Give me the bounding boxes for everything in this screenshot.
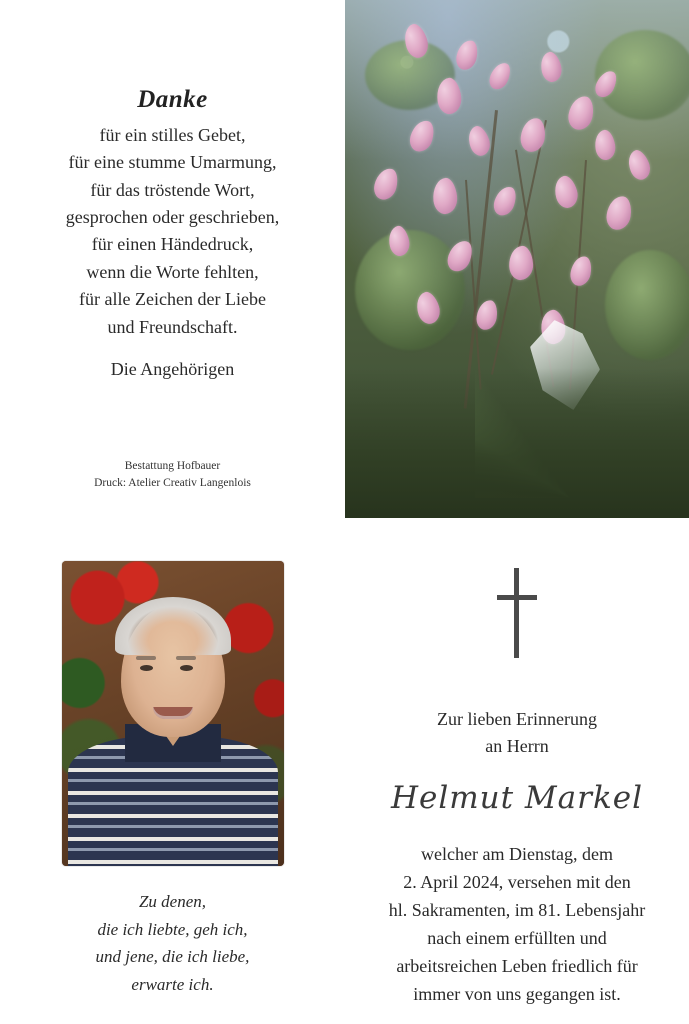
portrait-eye xyxy=(180,665,193,671)
imprint-printer: Druck: Atelier Creativ Langenlois xyxy=(94,477,251,490)
photo-ground xyxy=(345,368,689,518)
portrait-photo xyxy=(62,561,284,866)
portrait-mouth xyxy=(153,707,193,719)
obituary-line: immer von uns gegangen ist. xyxy=(413,984,621,1005)
portrait-eyebrow xyxy=(176,656,196,660)
thanks-line: für einen Händedruck, xyxy=(91,234,254,255)
memorial-panel xyxy=(345,520,689,1024)
verse-line: die ich liebte, geh ich, xyxy=(97,919,248,939)
dedication-line: an Herrn xyxy=(485,736,549,756)
imprint xyxy=(0,458,345,493)
deceased-name: Helmut Markel xyxy=(390,780,644,816)
portrait-panel xyxy=(0,520,345,1024)
magnolia-photo xyxy=(345,0,689,518)
obituary-line: 2. April 2024, versehen mit den xyxy=(403,872,631,893)
thanks-signature: Die Angehörigen xyxy=(110,358,235,379)
verse-line: erwarte ich. xyxy=(131,974,214,994)
obituary-line: arbeitsreichen Leben friedlich für xyxy=(396,956,638,977)
portrait-eyebrow xyxy=(136,656,156,660)
verse-line: und jene, die ich liebe, xyxy=(95,947,250,967)
cross-icon xyxy=(491,568,543,658)
dedication xyxy=(345,706,689,760)
verse-line: Zu denen, xyxy=(138,892,207,911)
obituary-line: hl. Sakramenten, im 81. Lebensjahr xyxy=(388,900,646,921)
thanks-line: für das tröstende Wort, xyxy=(90,179,255,200)
obituary-text xyxy=(363,840,671,1008)
thanks-line: für alle Zeichen der Liebe xyxy=(79,289,266,310)
thanks-line: wenn die Worte fehlten, xyxy=(86,261,259,282)
thanks-line: für ein stilles Gebet, xyxy=(99,125,246,145)
imprint-undertaker: Bestattung Hofbauer xyxy=(124,460,221,472)
portrait-eye xyxy=(140,665,153,671)
obituary-line: welcher am Dienstag, dem xyxy=(421,844,613,864)
verse-text xyxy=(0,888,345,998)
dedication-line: Zur lieben Erinnerung xyxy=(437,709,597,729)
thanks-panel xyxy=(0,0,345,520)
thanks-title: Danke xyxy=(137,86,208,113)
thanks-text xyxy=(66,122,279,341)
thanks-line: für eine stumme Umarmung, xyxy=(68,152,277,173)
thanks-line: und Freundschaft. xyxy=(107,316,238,337)
thanks-line: gesprochen oder geschrieben, xyxy=(65,207,280,228)
obituary-line: nach einem erfüllten und xyxy=(427,928,607,949)
